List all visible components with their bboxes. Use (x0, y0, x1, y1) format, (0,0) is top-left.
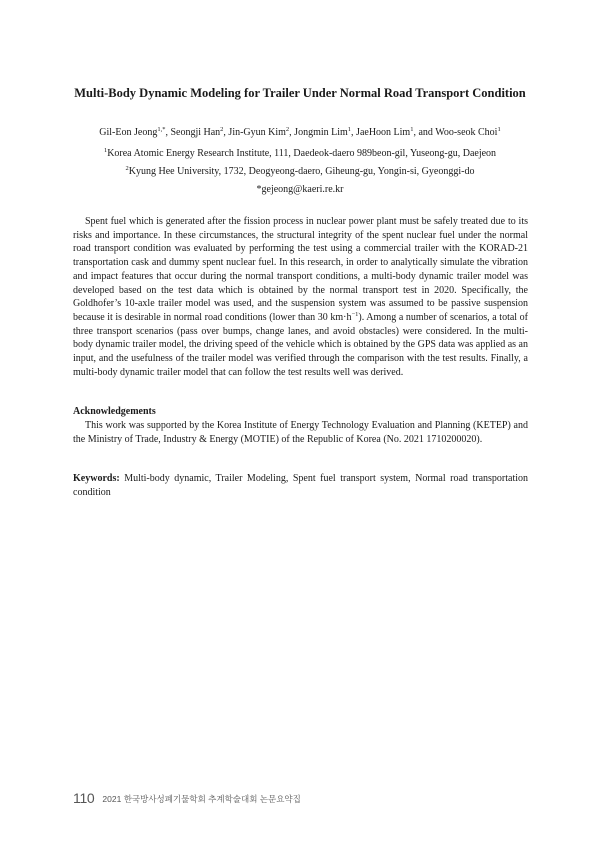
keywords (73, 472, 528, 499)
abstract (73, 215, 528, 379)
footer-text: 2021 한국방사성폐기물학회 추계학술대회 논문요약집 (102, 794, 301, 804)
page-footer (73, 790, 301, 808)
author: Jongmin Lim$^1$, (294, 126, 357, 138)
author: Woo-seok Choi$^1$ (435, 126, 501, 138)
keywords-text: Multi-body dynamic, Trailer Modeling, Spent fuel transport system, Normal road transportation condition (73, 473, 528, 498)
author: JaeHoon Lim$^1$, and (356, 126, 436, 138)
keywords-label: Keywords: (73, 473, 120, 484)
author-list (60, 127, 540, 139)
author: Jin-Gyun Kim$^2$, (228, 126, 295, 138)
abstract-paragraph: Spent fuel which is generated after the fission process in nuclear power plant must be safely treated due to its risks and importance. In these circumstances, the structural integrity of the spent nuclear fuel under the normal road transport condition was evaluated by performing the test using a commercial trailer with the KORAD-21 transportation cask and dummy spent nuclear fuel. In this research, in order to analytically simulate the vibration and impact features that occur during the normal transport conditions, a multi-body dynamic trailer model was developed based on the test data which is obtained by the normal transport test in 2020. Specifically, the Goldhofer’s 10-axle trailer model was used, and the suspension system was assumed to be passive suspension because it is desirable in normal road conditions (lower than 30 $km\cdot h^{-1}$). Among a number of scenarios, a total of three transport scenarios (pass over bumps, change lanes, and avoid obstacles) were considered. In the multi-body dynamic trailer model, the driving speed of the vehicle which is obtained by the GPS data was applied as an input, and the usefulness of the trailer model was verified through the comparison with the test results. Finally, a multi-body dynamic trailer model that can follow the test results well was derived. (73, 216, 528, 378)
acknowledgements (73, 419, 528, 446)
affiliation: $^1$Korea Atomic Energy Research Institute, 111, Daedeok-daero 989beon-gil, Yuseong-gu, Daejeon (103, 147, 497, 159)
paper-title: Multi-Body Dynamic Modeling for Trailer Under Normal Road Transport Condition (74, 86, 526, 100)
corresponding-email: *gejeong@kaeri.re.kr (256, 184, 344, 195)
author: Seongji Han$^2$, (170, 126, 229, 138)
affiliation: $^2$Kyung Hee University, 1732, Deogyeong-daero, Giheung-gu, Yongin-si, Gyeonggi-do (125, 165, 475, 177)
page-number: 110 (73, 790, 95, 806)
author: Gil-Eon Jeong$^{1,*}$, (99, 126, 171, 138)
acknowledgements-text: This work was supported by the Korea Institute of Energy Technology Evaluation and Planning (KETEP) and the Ministry of Trade, Industry & Energy (MOTIE) of the Republic of Korea (No. 2021 1710200020). (73, 420, 528, 445)
acknowledgements-heading: Acknowledgements (73, 406, 156, 417)
